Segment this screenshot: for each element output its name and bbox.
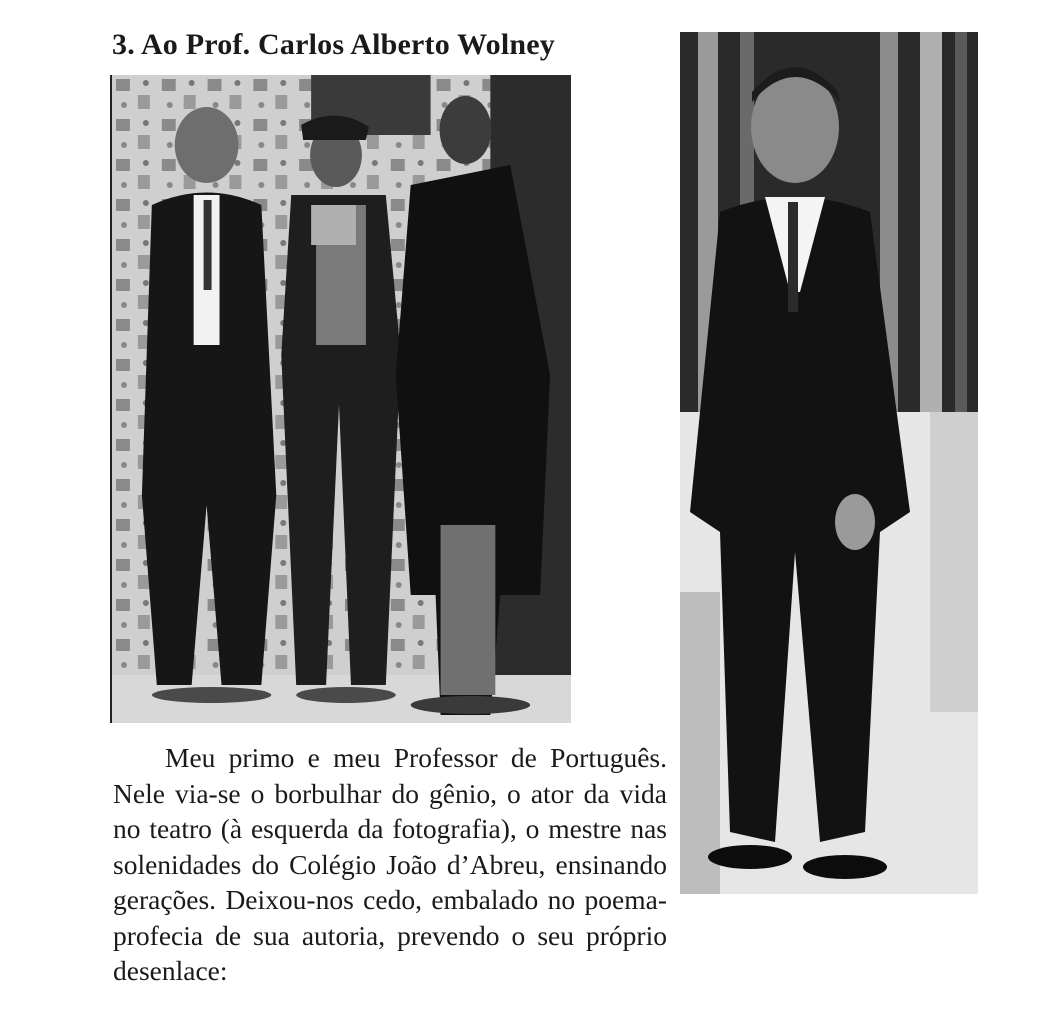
section-heading: 3. Ao Prof. Carlos Alberto Wolney bbox=[112, 28, 555, 61]
portrait-photo bbox=[680, 32, 978, 894]
stage-photo bbox=[110, 75, 571, 723]
body-paragraph: Meu primo e meu Professor de Português. Nele via-se o borbulhar do gênio, o ator da vida no teatro (à esquerda da fotografia), o mestre nas solenidades do Colégio João d’Abreu, ensinando gerações. Deixou-nos cedo, embalado no poema-profecia de sua autoria, prevendo o seu próprio desenlace: bbox=[113, 742, 667, 986]
